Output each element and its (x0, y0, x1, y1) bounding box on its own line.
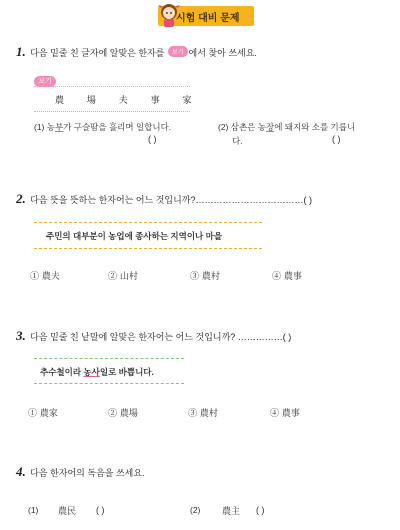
question-4 (16, 463, 145, 481)
box-divider (34, 383, 184, 384)
hanja-choices: 農 場 夫 事 家 (55, 96, 202, 106)
option-1[interactable]: ① 農家 (28, 409, 58, 419)
question-number: 1. (16, 44, 26, 59)
bogi-label: 보기 (34, 76, 56, 87)
sub-question-2-cont: 다. (232, 136, 243, 146)
sentence-box: 추수철이라 농사일로 바쁩니다. (40, 367, 154, 377)
sub-question-label: (1) (28, 505, 39, 515)
question-text: 다음 밑줄 친 낱말에 알맞은 한자어는 어느 것입니까? ……………( ) (30, 332, 292, 342)
bogi-badge: 보기 (168, 46, 188, 57)
option-4[interactable]: ④ 農事 (270, 409, 300, 419)
option-4[interactable]: ④ 農事 (272, 272, 302, 282)
box-divider (34, 358, 184, 359)
sub-question-2: (2) 삼촌은 농장에 돼지와 소를 기릅니 (218, 122, 356, 132)
box-divider (34, 111, 190, 112)
question-3 (16, 327, 291, 345)
option-2[interactable]: ② 山村 (108, 272, 138, 282)
hanja-word: 農主 (222, 507, 241, 517)
box-divider (34, 222, 262, 223)
question-text: 다음 뜻을 뜻하는 한자어는 어느 것입니까?………………………………( ) (30, 195, 313, 205)
box-divider (34, 248, 262, 249)
question-1 (16, 43, 257, 61)
answer-blank[interactable]: ( ) (332, 134, 341, 144)
answer-blank[interactable]: ( ) (256, 505, 265, 515)
option-3[interactable]: ③ 農村 (190, 272, 220, 282)
answer-blank[interactable]: ( ) (148, 134, 157, 144)
question-number: 3. (16, 328, 26, 343)
question-text: 다음 밑줄 친 글자에 알맞은 한자를 보기 에서 찾아 쓰세요. (30, 48, 257, 58)
answer-blank[interactable]: ( ) (96, 505, 105, 515)
option-1[interactable]: ① 農夫 (30, 272, 60, 282)
sub-question-1: (1) 농부가 구슬땀을 흘리며 일합니다. (34, 122, 172, 132)
question-2 (16, 190, 312, 208)
option-3[interactable]: ③ 農村 (188, 409, 218, 419)
question-number: 4. (16, 464, 26, 479)
option-2[interactable]: ② 農場 (108, 409, 138, 419)
hanja-word: 農民 (58, 507, 77, 517)
definition-box: 주민의 대부분이 농업에 종사하는 지역이나 마을 (46, 231, 223, 241)
question-text: 다음 한자어의 독음을 쓰세요. (30, 468, 145, 478)
header-title: 시험 대비 문제 (176, 13, 240, 24)
question-number: 2. (16, 191, 26, 206)
sub-question-label: (2) (190, 505, 201, 515)
box-divider (34, 86, 190, 87)
